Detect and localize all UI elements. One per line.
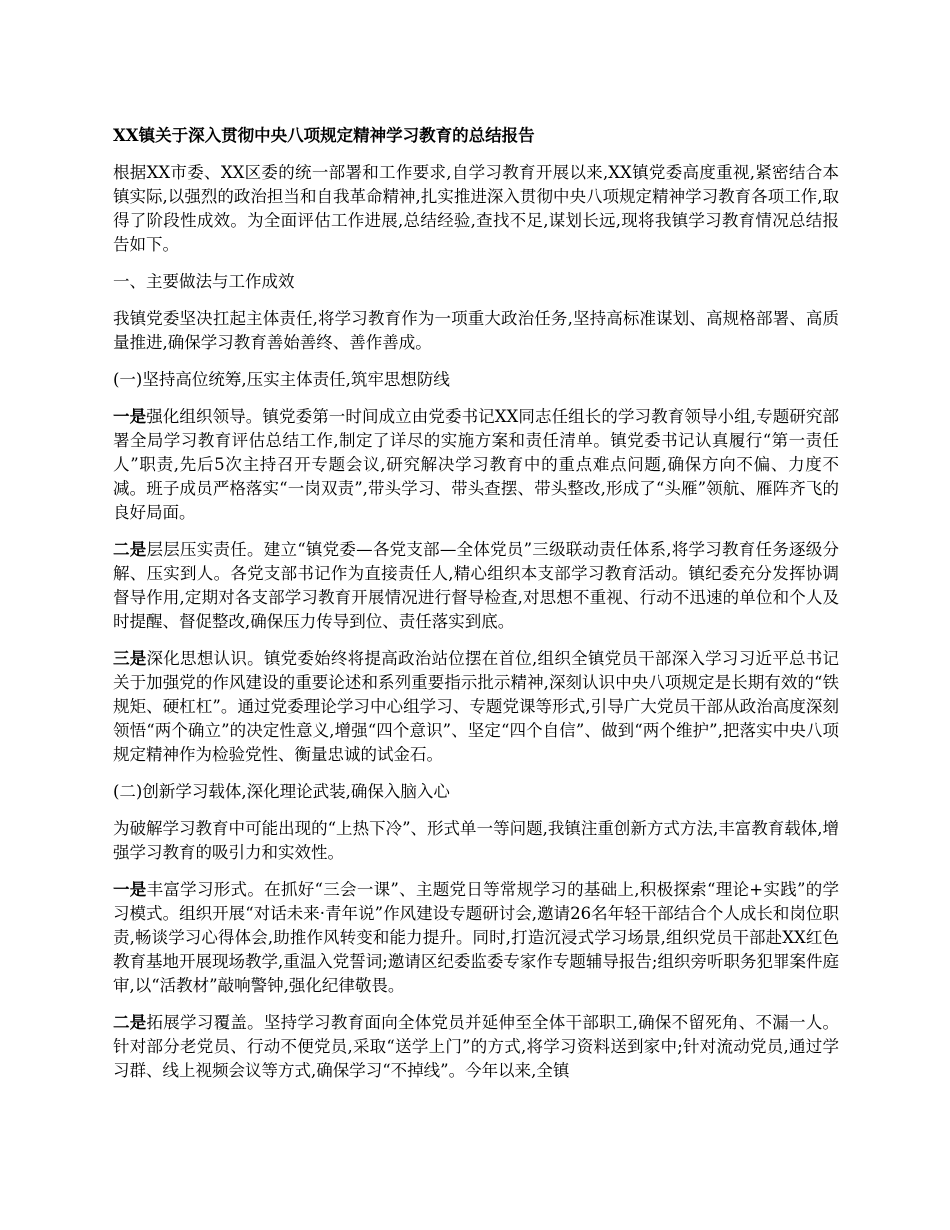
subsection-heading-2: (二)创新学习载体,深化理论武装,确保入脑入心 (113, 782, 450, 801)
item-lead: 二是 (113, 540, 147, 559)
subsection-2-paragraph: 为破解学习教育中可能出现的“上热下冷”、形式单一等问题,我镇注重创新方式方法,丰富教育载体,增强学习教育的吸引力和实效性。 (113, 819, 839, 862)
item-lead: 三是 (113, 649, 147, 668)
item-text: 深化思想认识。镇党委始终将提高政治站位摆在首位,组织全镇党员干部深入学习习近平总书记关于加强党的作风建设的重要论述和系列重要指示批示精神,深刻认识中央八项规定是长期有效的“铁规矩、硬杠杠”。通过党委理论学习中心组学习、专题党课等形式,引导广大党员干部从政治高度深刻领悟“两个确立”的决定性意义,增强“四个意识”、坚定“四个自信”、做到“两个维护”,把落实中央八项规定精神作为检验党性、衡量忠诚的试金石。 (113, 649, 840, 764)
subsection-heading-1: (一)坚持高位统筹,压实主体责任,筑牢思想防线 (113, 370, 450, 389)
item-lead: 一是 (113, 880, 147, 899)
item-lead: 二是 (113, 1013, 147, 1032)
document-title: XX镇关于深入贯彻中央八项规定精神学习教育的总结报告 (113, 126, 535, 145)
intro-paragraph: 根据XX市委、XX区委的统一部署和工作要求,自学习教育开展以来,XX镇党委高度重视,紧密结合本镇实际,以强烈的政治担当和自我革命精神,扎实推进深入贯彻中央八项规定精神学习教育各项工作,取得了阶段性成效。为全面评估工作进展,总结经验,查找不足,谋划长远,现将我镇学习教育情况总结报告如下。 (113, 163, 839, 254)
section-1-paragraph: 我镇党委坚决扛起主体责任,将学习教育作为一项重大政治任务,坚持高标准谋划、高规格部署、高质量推进,确保学习教育善始善终、善作善成。 (113, 309, 839, 352)
item-lead: 一是 (113, 407, 147, 426)
section-heading-1: 一、主要做法与工作成效 (113, 272, 295, 291)
list-item (113, 878, 839, 998)
list-item (113, 538, 839, 634)
item-text: 强化组织领导。镇党委第一时间成立由党委书记XX同志任组长的学习教育领导小组,专题研究部署全局学习教育评估总结工作,制定了详尽的实施方案和责任清单。镇党委书记认真履行“第一责任人”职责,先后5次主持召开专题会议,研究解决学习教育中的重点难点问题,确保方向不偏、力度不减。班子成员严格落实“一岗双责”,带头学习、带头查摆、带头整改,形成了“头雁”领航、雁阵齐飞的良好局面。 (113, 407, 839, 522)
list-item (113, 405, 839, 525)
item-text: 丰富学习形式。在抓好“三会一课”、主题党日等常规学习的基础上,积极探索“理论+实践”的学习模式。组织开展“对话未来·青年说”作风建设专题研讨会,邀请26名年轻干部结合个人成长和岗位职责,畅谈学习心得体会,助推作风转变和能力提升。同时,打造沉浸式学习场景,组织党员干部赴XX红色教育基地开展现场教学,重温入党誓词;邀请区纪委监委专家作专题辅导报告;组织旁听职务犯罪案件庭审,以“活教材”敲响警钟,强化纪律敬畏。 (113, 880, 840, 995)
list-item (113, 1011, 839, 1083)
list-item (113, 647, 839, 767)
item-text: 层层压实责任。建立“镇党委—各党支部—全体党员”三级联动责任体系,将学习教育任务逐级分解、压实到人。各党支部书记作为直接责任人,精心组织本支部学习教育活动。镇纪委充分发挥协调督导作用,定期对各支部学习教育开展情况进行督导检查,对思想不重视、行动不迅速的单位和个人及时提醒、督促整改,确保压力传导到位、责任落实到底。 (113, 540, 839, 631)
document-page (113, 124, 839, 1096)
item-text: 拓展学习覆盖。坚持学习教育面向全体党员并延伸至全体干部职工,确保不留死角、不漏一人。针对部分老党员、行动不便党员,采取“送学上门”的方式,将学习资料送到家中;针对流动党员,通过学习群、线上视频会议等方式,确保学习“不掉线”。今年以来,全镇 (113, 1013, 840, 1080)
